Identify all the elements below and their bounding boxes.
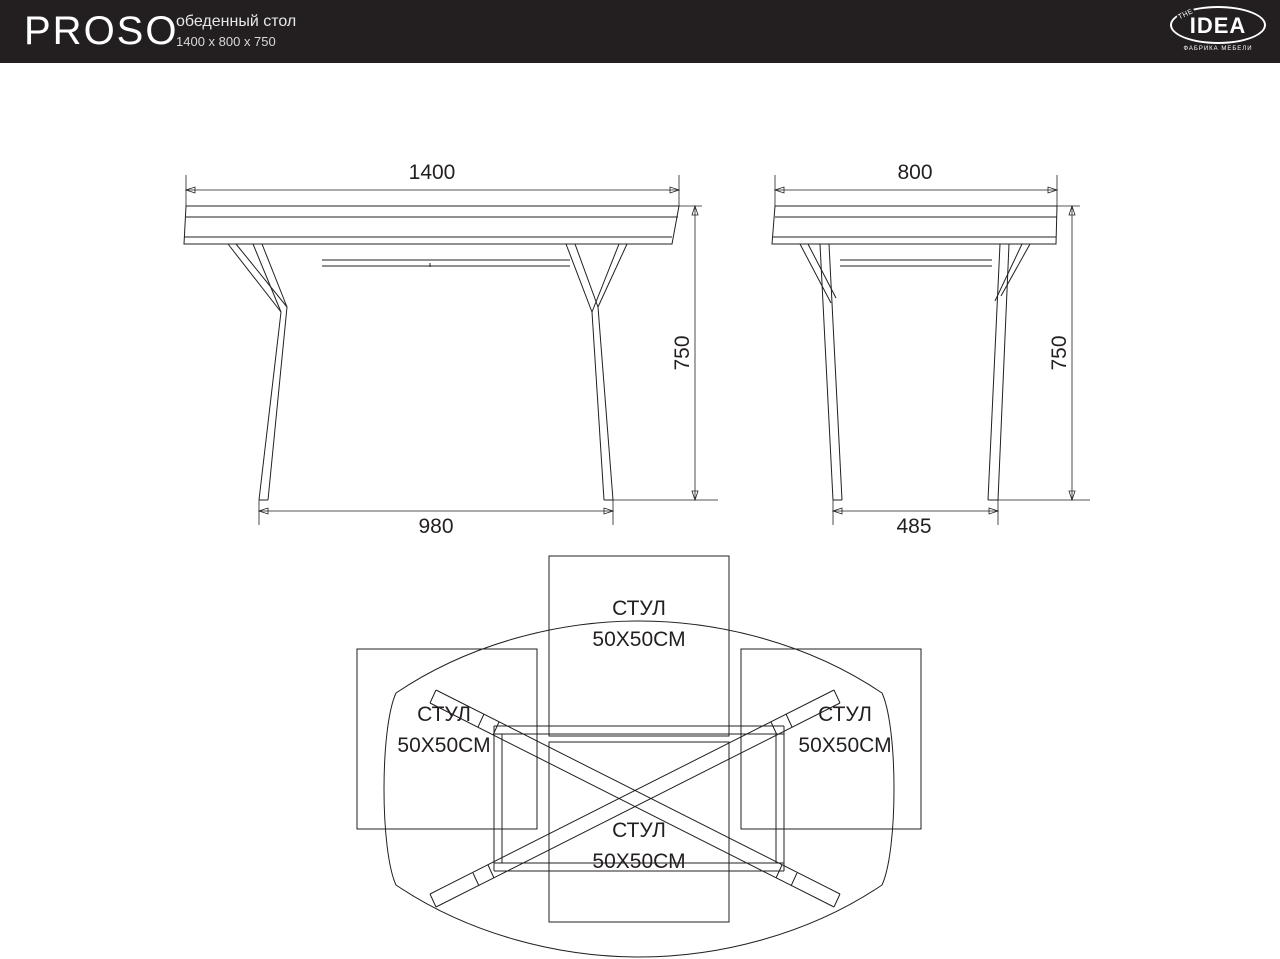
chair-label-left-line1: СТУЛ — [417, 703, 471, 726]
front-top-dimension: 1400 — [408, 161, 456, 184]
front-bottom-dimension: 980 — [418, 515, 454, 538]
chair-label-right-line1: СТУЛ — [818, 703, 872, 726]
chair-label-right-line2: 50X50СМ — [798, 734, 892, 757]
logo-idea-text: IDEA — [1189, 13, 1247, 38]
side-elevation-view — [772, 161, 1090, 538]
chair-label-bottom-line1: СТУЛ — [612, 819, 666, 842]
page-title: PROSO — [24, 9, 179, 53]
chair-label-top-line2: 50X50СМ — [592, 628, 686, 651]
side-top-dimension: 800 — [897, 161, 933, 184]
chair-label-bottom-line2: 50X50СМ — [592, 850, 686, 873]
technical-drawings — [0, 63, 1280, 959]
product-type-label: обеденный стол — [176, 13, 297, 30]
front-height-dimension: 750 — [671, 335, 694, 371]
side-bottom-dimension: 485 — [896, 515, 932, 538]
brand-logo — [1170, 6, 1266, 56]
drawing-canvas — [0, 63, 1280, 959]
plan-view — [357, 556, 921, 957]
logo-tagline-text: ФАБРИКА МЕБЕЛИ — [1183, 46, 1253, 52]
side-height-dimension: 750 — [1048, 335, 1071, 371]
front-elevation-view — [184, 161, 718, 538]
chair-label-top-line1: СТУЛ — [612, 597, 666, 620]
chair-label-left-line2: 50X50СМ — [397, 734, 491, 757]
page-header — [0, 0, 1280, 63]
product-dimensions-label: 1400 x 800 x 750 — [176, 34, 276, 49]
logo-the-text: THE — [1177, 8, 1195, 22]
